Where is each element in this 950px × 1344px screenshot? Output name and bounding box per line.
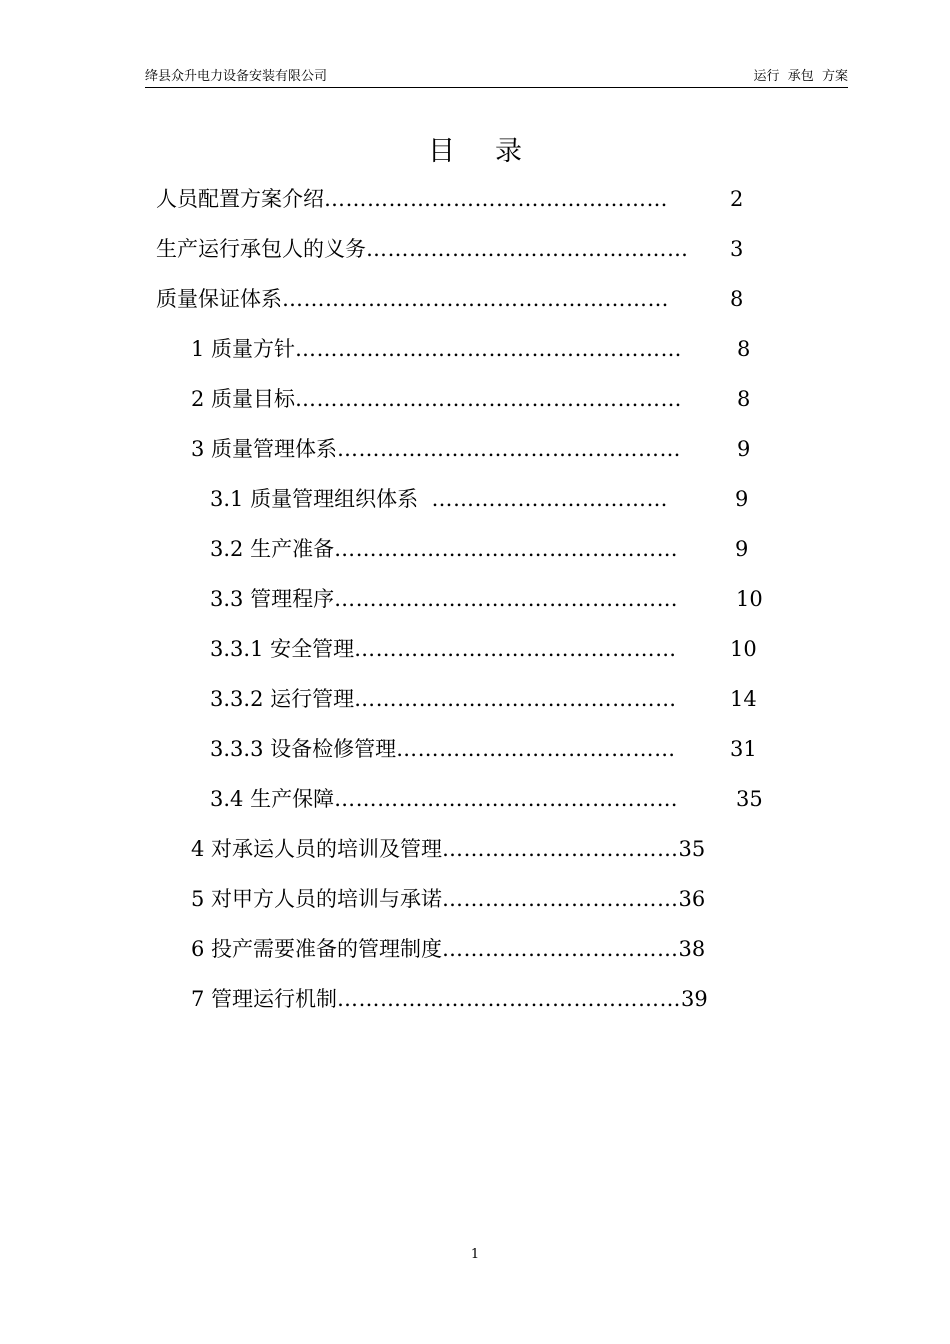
toc-entry-page [730, 281, 743, 317]
toc-leader-dots: ……………………………………… [366, 237, 689, 261]
toc-page-number: 8 [737, 337, 751, 361]
toc-page-number: 31 [730, 737, 757, 761]
toc-entry-page [730, 181, 743, 217]
toc-leader-dots: ……………………………………………… [282, 287, 669, 311]
toc-entry-page [735, 481, 748, 517]
toc-entry[interactable] [210, 781, 678, 817]
toc-entry-page [737, 331, 750, 367]
toc-entry-text: 质量保证体系 [156, 287, 282, 311]
toc-leader-dots: ……………………………………… [354, 687, 677, 711]
toc-leader-dots: ……………………………………… [354, 637, 677, 661]
toc-page-number: 38 [678, 937, 706, 961]
toc-page-number: 39 [681, 987, 708, 1011]
page-number: 1 [470, 1247, 480, 1262]
toc-page-number: 9 [735, 487, 749, 511]
toc-entry[interactable] [210, 581, 678, 617]
toc-leader-dots: …………………………… [431, 487, 668, 511]
toc-entry-page [735, 531, 748, 567]
toc-entry[interactable] [156, 231, 689, 267]
toc-entry[interactable] [191, 331, 682, 367]
toc-entry[interactable] [210, 731, 676, 767]
toc-entry-text: 3 质量管理体系 [191, 437, 338, 461]
toc-page-number: 35 [736, 787, 763, 811]
toc-entry-text: 7 管理运行机制 [191, 987, 338, 1011]
toc-leader-dots: ………………………………………… [334, 537, 679, 561]
toc-entry[interactable] [191, 431, 681, 467]
toc-page-number: 8 [730, 287, 744, 311]
toc-leader-dots: ………………………………………… [334, 587, 679, 611]
toc-entry[interactable] [191, 881, 705, 917]
toc-leader-dots: ……………………………………………… [295, 337, 683, 361]
toc-entry[interactable] [191, 831, 705, 867]
toc-entry-text: 3.4 生产保障 [210, 787, 335, 811]
toc-leader-dots: ………………………………………… [337, 987, 682, 1011]
toc-page-number: 36 [678, 887, 706, 911]
toc-entry-page [730, 731, 757, 767]
toc-entry[interactable] [191, 931, 705, 967]
toc-entry-text: 6 投产需要准备的管理制度 [191, 937, 443, 961]
toc-page-number: 8 [737, 387, 751, 411]
toc-page-number: 2 [730, 187, 744, 211]
toc-entry-page [737, 381, 750, 417]
toc-leader-dots: …………………………… [442, 937, 679, 961]
toc-entry[interactable] [210, 481, 668, 517]
toc-page-number: 3 [730, 237, 744, 261]
toc-entry-text: 1 质量方针 [191, 337, 296, 361]
toc-entry-text: 3.3.3 设备检修管理 [210, 737, 397, 761]
toc-entry-text: 生产运行承包人的义务 [156, 237, 366, 261]
toc-entry-text: 4 对承运人员的培训及管理 [191, 837, 443, 861]
toc-leader-dots: …………………………… [442, 887, 679, 911]
toc-entry-text: 3.1 质量管理组织体系 [210, 487, 432, 511]
toc-leader-dots: ………………………………… [396, 737, 676, 761]
toc-title: 目录 [428, 136, 562, 167]
toc-leader-dots: …………………………… [442, 837, 679, 861]
toc-entry-text: 3.3.2 运行管理 [210, 687, 355, 711]
toc-entry-page [736, 781, 763, 817]
toc-entry-page [730, 681, 757, 717]
toc-entry[interactable] [210, 531, 678, 567]
toc-entry-page [737, 431, 750, 467]
toc-entry[interactable] [156, 281, 669, 317]
toc-entry-text: 5 对甲方人员的培训与承诺 [191, 887, 443, 911]
page-header [145, 68, 848, 88]
toc-entry-text: 2 质量目标 [191, 387, 296, 411]
toc-page-number: 14 [730, 687, 757, 711]
toc-entry-text: 3.3 管理程序 [210, 587, 335, 611]
toc-leader-dots: ………………………………………… [324, 187, 668, 211]
toc-entry-page [730, 631, 757, 667]
toc-entry-text: 3.2 生产准备 [210, 537, 335, 561]
toc-page-number: 9 [737, 437, 751, 461]
toc-leader-dots: ……………………………………………… [295, 387, 683, 411]
toc-entry[interactable] [191, 981, 708, 1017]
toc-entry-page [730, 231, 743, 267]
toc-entry[interactable] [156, 181, 668, 217]
toc-entry-text: 3.3.1 安全管理 [210, 637, 355, 661]
toc-page-number: 10 [736, 587, 763, 611]
header-doc-title: 运行 承包 方案 [753, 69, 848, 84]
toc-leader-dots: ………………………………………… [337, 437, 682, 461]
toc-leader-dots: ………………………………………… [334, 787, 679, 811]
toc-page-number: 10 [730, 637, 757, 661]
toc-entry-page [736, 581, 763, 617]
toc-page-number: 9 [735, 537, 749, 561]
toc-entry[interactable] [191, 381, 682, 417]
toc-entry[interactable] [210, 681, 677, 717]
toc-entry[interactable] [210, 631, 677, 667]
header-company: 绛县众升电力设备安装有限公司 [145, 69, 328, 84]
toc-page-number: 35 [678, 837, 706, 861]
toc-entry-text: 人员配置方案介绍 [156, 187, 324, 211]
